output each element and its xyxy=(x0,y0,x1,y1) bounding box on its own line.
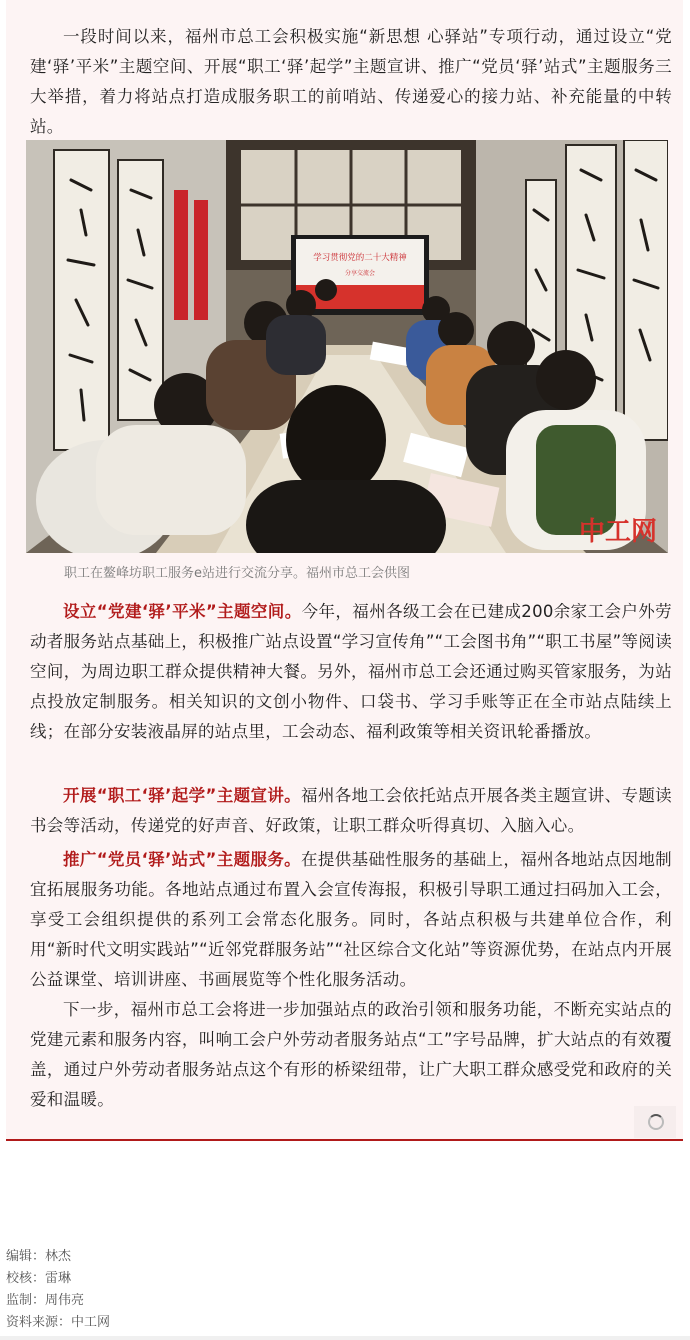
paragraph-lead: 推广“党员‘驿’站式”主题服务。 xyxy=(63,850,302,869)
loading-spinner-icon xyxy=(648,1114,664,1130)
screen-subtitle: 分享交流会 xyxy=(344,270,376,277)
paragraph-body: 今年，福州各级工会在已建成200余家工会户外劳动者服务站点基础上，积极推广站点设置“学习宣传角”“工会图书角”“职工书屋”等阅读空间，为周边职工群众提供精神大餐。另外，福州市总工会还通过购买管家服务，为站点投放定制服务。相关知识的文创小物件、口袋书、学习手账等正在全市站点陆续上线；在部分安装液晶屏的站点里，工会动态、福利政策等相关资讯轮番播放。 xyxy=(30,602,672,741)
credit-editor: 编辑：林杰 xyxy=(6,1249,72,1264)
article-paragraph-lecture xyxy=(30,781,672,841)
article-container xyxy=(6,0,683,1141)
page-bottom-divider xyxy=(0,1336,690,1340)
credit-proofreader: 校核：雷琳 xyxy=(6,1271,72,1286)
article-photo xyxy=(26,140,668,553)
credit-supervisor: 监制：周伟亮 xyxy=(6,1293,85,1308)
article-credits xyxy=(6,1246,110,1334)
article-paragraph-service xyxy=(30,845,672,995)
paragraph-lead: 设立“党建‘驿’平米”主题空间。 xyxy=(63,602,302,621)
screen-title: 学习贯彻党的二十大精神 xyxy=(313,253,407,263)
article-paragraph-intro: 一段时间以来，福州市总工会积极实施“新思想 心驿站”专项行动，通过设立“党建‘驿’平米”主题空间、开展“职工‘驿’起学”主题宣讲、推广“党员‘驿’站式”主题服务三大举措，着力将站点打造成服务职工的前哨站、传递爱心的接力站、补充能量的中转站。 xyxy=(30,27,672,136)
photo-caption: 职工在鳌峰坊职工服务e站进行交流分享。福州市总工会供图 xyxy=(64,566,410,581)
loading-indicator xyxy=(634,1106,676,1138)
article-paragraph-next-step: 下一步，福州市总工会将进一步加强站点的政治引领和服务功能，不断充实站点的党建元素和服务内容，叫响工会户外劳动者服务站点“工”字号品牌，扩大站点的有效覆盖，通过户外劳动者服务站点这个有形的桥梁纽带，让广大职工群众感受党和政府的关爱和温暖。 xyxy=(30,1000,672,1109)
paragraph-body: 福州各地工会依托站点开展各类主题宣讲、专题读书会等活动，传递党的好声音、好政策，让职工群众听得真切、入脑入心。 xyxy=(30,786,672,835)
article-paragraph-space xyxy=(30,597,672,747)
paragraph-body: 在提供基础性服务的基础上，福州各地站点因地制宜拓展服务功能。各地站点通过布置入会宣传海报，积极引导职工通过扫码加入工会，享受工会组织提供的系列工会常态化服务。同时，各站点积极与共建单位合作，利用“新时代文明实践站”“近邻党群服务站”“社区综合文化站”等资源优势，在站点内开展公益课堂、培训讲座、书画展览等个性化服务活动。 xyxy=(30,850,672,989)
credit-source: 资料来源：中工网 xyxy=(6,1315,111,1330)
photo-watermark: 中工网 xyxy=(578,517,658,547)
paragraph-lead: 开展“职工‘驿’起学”主题宣讲。 xyxy=(63,786,302,805)
